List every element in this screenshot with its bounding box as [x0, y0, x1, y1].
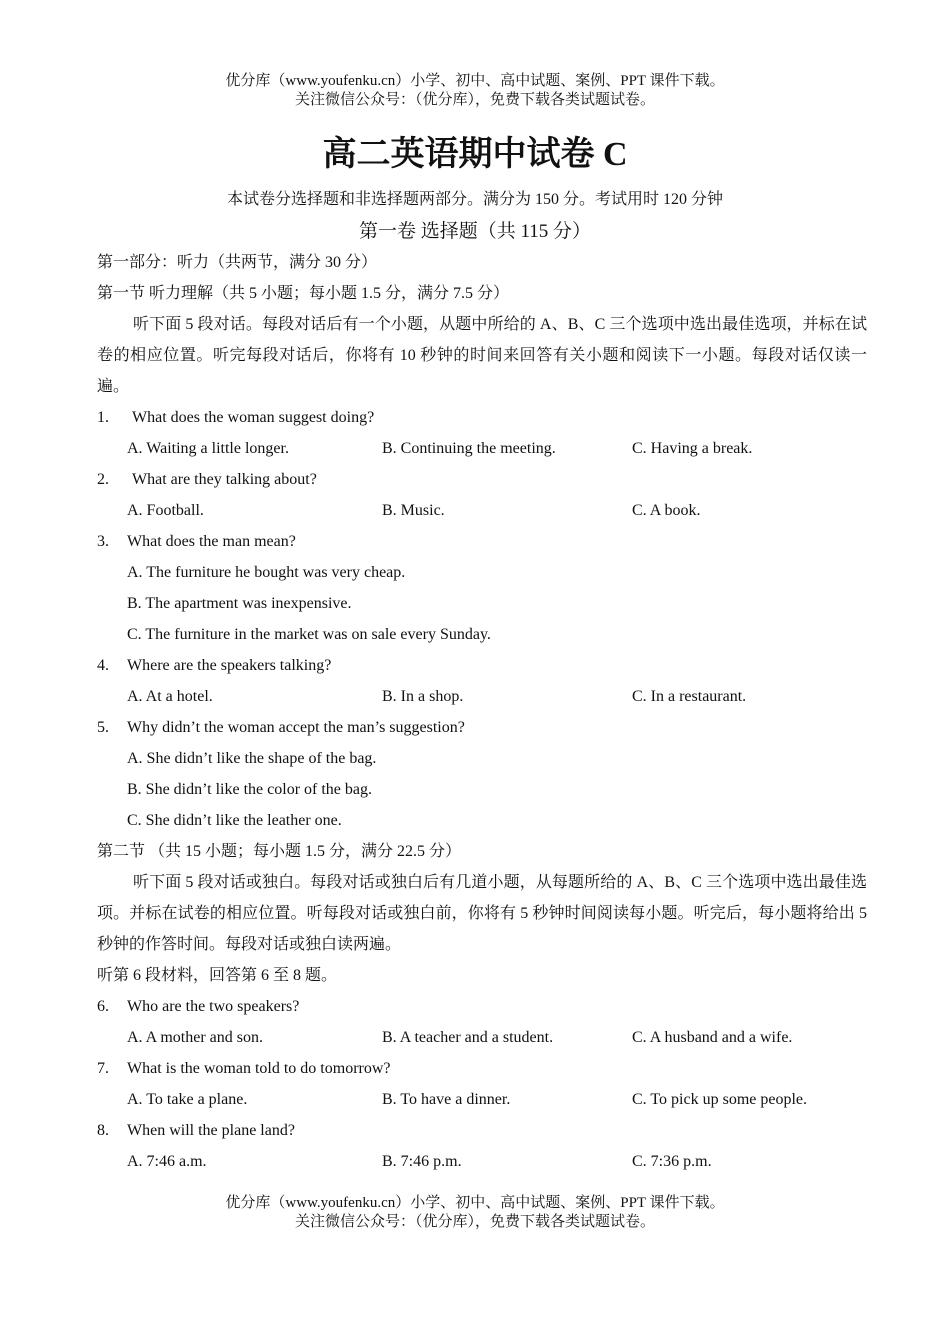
question-7 — [97, 1053, 867, 1084]
option-c: C. 7:36 p.m. — [632, 1153, 712, 1170]
section-2-instructions: 听下面 5 段对话或独白。每段对话或独白后有几道小题，从每题所给的 A、B、C 三个选项中选出最佳选项。并标在试卷的相应位置。听每段对话或独白前，你将有 5 秒钟时间阅读每小题。听完后，每小题将给出 5 秒钟的作答时间。每段对话或独白读两遍。 — [97, 874, 867, 953]
option-a: A. At a hotel. — [127, 688, 213, 705]
material-6-note: 听第 6 段材料，回答第 6 至 8 题。 — [97, 967, 338, 984]
question-text: When will the plane land? — [127, 1122, 295, 1139]
option-c: C. In a restaurant. — [632, 688, 747, 705]
question-text: Where are the speakers talking? — [127, 657, 332, 674]
question-3 — [97, 526, 867, 557]
question-number: 6. — [97, 998, 109, 1015]
exam-title: 高二英语期中试卷 C — [322, 136, 628, 173]
option-b: B. 7:46 p.m. — [382, 1153, 462, 1170]
option-a: A. 7:46 a.m. — [127, 1153, 207, 1170]
page-footer — [0, 1194, 950, 1232]
section-2-title: 第二节 （共 15 小题；每小题 1.5 分，满分 22.5 分） — [97, 843, 462, 860]
question-8 — [97, 1115, 867, 1146]
option-b: B. The apartment was inexpensive. — [127, 595, 352, 612]
question-5 — [97, 712, 867, 743]
question-number: 7. — [97, 1060, 109, 1077]
exam-subtitle: 本试卷分选择题和非选择题两部分。满分为 150 分。考试用时 120 分钟 — [226, 191, 723, 208]
question-7-options — [97, 1084, 867, 1115]
section-1-instructions: 听下面 5 段对话。每段对话后有一个小题，从题中所给的 A、B、C 三个选项中选出最佳选项，并标在试卷的相应位置。听完每段对话后，你将有 10 秒钟的时间来回答有关小题和阅读下一小题。每段对话仅读一遍。 — [97, 316, 867, 395]
question-2-options — [97, 495, 867, 526]
option-b: B. Music. — [382, 502, 445, 519]
section-1-title: 第一节 听力理解（共 5 小题；每小题 1.5 分，满分 7.5 分） — [97, 285, 510, 302]
question-number: 5. — [97, 719, 109, 736]
option-c: C. To pick up some people. — [632, 1091, 808, 1108]
footer-line-1: 优分库（www.youfenku.cn）小学、初中、高中试题、案例、PPT 课件下载。 — [225, 1195, 725, 1211]
option-b: B. In a shop. — [382, 688, 464, 705]
option-b: B. Continuing the meeting. — [382, 440, 556, 457]
option-c: C. Having a break. — [632, 440, 753, 457]
question-2 — [97, 464, 867, 495]
question-6-options — [97, 1022, 867, 1053]
header-line-1: 优分库（www.youfenku.cn）小学、初中、高中试题、案例、PPT 课件下载。 — [225, 73, 725, 89]
question-number: 2. — [97, 471, 109, 488]
footer-line-2: 关注微信公众号：（优分库），免费下载各类试题试卷。 — [294, 1214, 655, 1230]
question-number: 1. — [97, 409, 109, 426]
option-b: B. To have a dinner. — [382, 1091, 511, 1108]
exam-content — [97, 247, 867, 1177]
question-text: Who are the two speakers? — [127, 998, 300, 1015]
question-text: Why didn’t the woman accept the man’s suggestion? — [127, 719, 465, 736]
question-4-options — [97, 681, 867, 712]
question-text: What does the woman suggest doing? — [132, 409, 375, 426]
option-c: C. A book. — [632, 502, 701, 519]
question-number: 4. — [97, 657, 109, 674]
option-b: B. She didn’t like the color of the bag. — [127, 781, 372, 798]
page-header — [0, 72, 950, 110]
question-1 — [97, 402, 867, 433]
option-a: A. Waiting a little longer. — [127, 440, 289, 457]
question-4 — [97, 650, 867, 681]
question-text: What is the woman told to do tomorrow? — [127, 1060, 391, 1077]
part-1-title: 第一部分：听力（共两节，满分 30 分） — [97, 254, 378, 271]
volume-title: 第一卷 选择题（共 115 分） — [358, 221, 592, 242]
question-text: What are they talking about? — [132, 471, 317, 488]
question-text: What does the man mean? — [127, 533, 296, 550]
question-8-options — [97, 1146, 867, 1177]
option-a: A. A mother and son. — [127, 1029, 263, 1046]
option-b: B. A teacher and a student. — [382, 1029, 554, 1046]
option-c: C. The furniture in the market was on sale every Sunday. — [127, 626, 491, 643]
question-number: 3. — [97, 533, 109, 550]
option-a: A. The furniture he bought was very cheap. — [127, 564, 406, 581]
option-a: A. She didn’t like the shape of the bag. — [127, 750, 377, 767]
option-a: A. To take a plane. — [127, 1091, 248, 1108]
question-number: 8. — [97, 1122, 109, 1139]
option-c: C. A husband and a wife. — [632, 1029, 793, 1046]
header-line-2: 关注微信公众号：（优分库），免费下载各类试题试卷。 — [294, 92, 655, 108]
option-a: A. Football. — [127, 502, 204, 519]
option-c: C. She didn’t like the leather one. — [127, 812, 342, 829]
question-1-options — [97, 433, 867, 464]
question-6 — [97, 991, 867, 1022]
